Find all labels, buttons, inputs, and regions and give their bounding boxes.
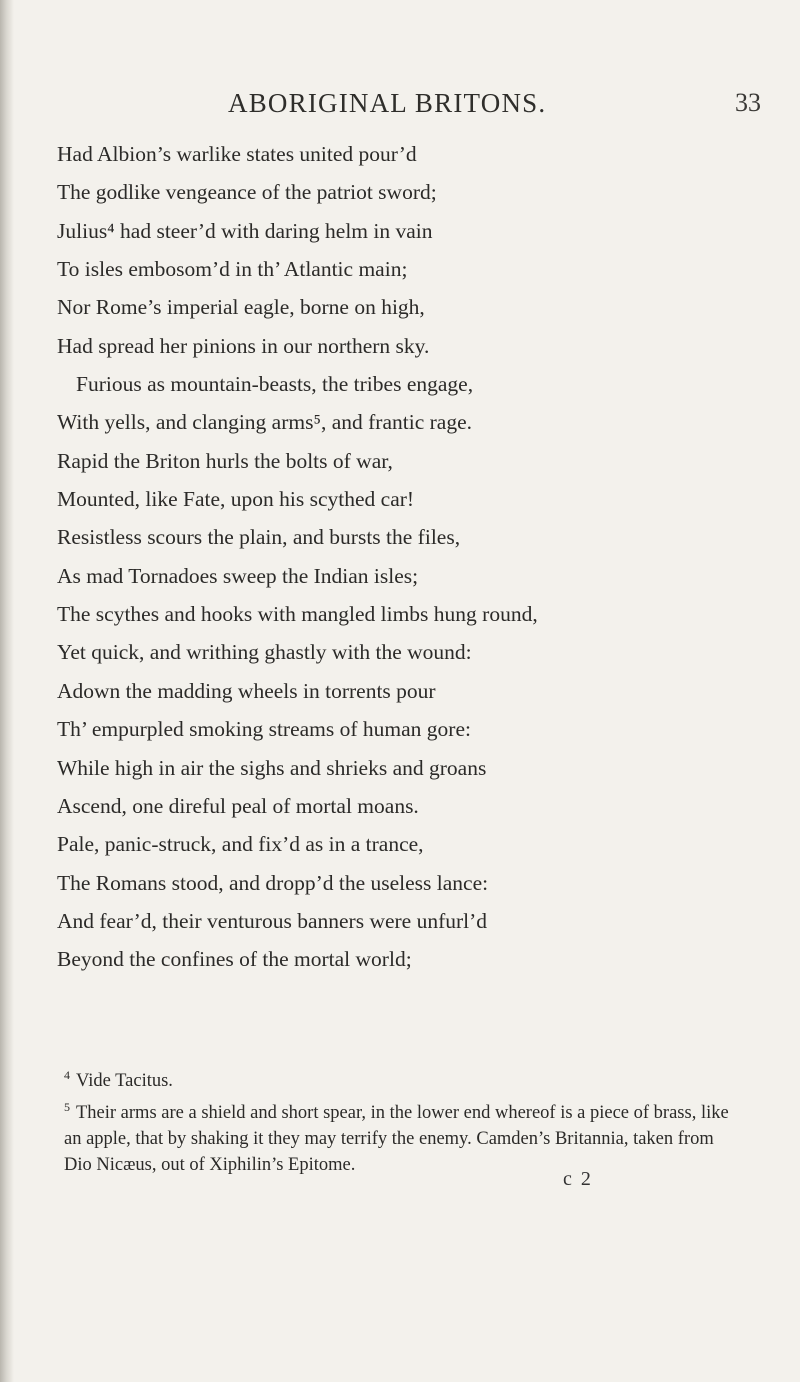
- poem-line: And fear’d, their venturous banners were unfurl’d: [57, 908, 488, 933]
- poem-line: Pale, panic-struck, and fix’d as in a trance,: [57, 832, 424, 857]
- running-title: ABORIGINAL BRITONS.: [228, 88, 547, 118]
- poem-line: Furious as mountain-beasts, the tribes engage,: [76, 372, 474, 397]
- footnote-5: [64, 1094, 744, 1178]
- signature-mark: c 2: [563, 1168, 593, 1190]
- footnote-text: Vide Tacitus.: [76, 1071, 173, 1091]
- footnote-4: [64, 1062, 744, 1094]
- poem-line: The godlike vengeance of the patriot sword;: [57, 180, 437, 205]
- poem-line: The Romans stood, and dropp’d the useless lance:: [57, 870, 489, 895]
- poem-text: [57, 135, 787, 979]
- poem-line: Had spread her pinions in our northern sky.: [57, 333, 430, 358]
- poem-line: Adown the madding wheels in torrents pour: [57, 678, 436, 703]
- poem-line: Julius⁴ had steer’d with daring helm in vain: [57, 218, 433, 243]
- poem-line: To isles embosom’d in th’ Atlantic main;: [57, 257, 408, 282]
- poem-line: Beyond the confines of the mortal world;: [57, 947, 412, 972]
- footnote-marker: 5: [64, 1100, 70, 1114]
- page-number: 33: [735, 88, 761, 117]
- poem-line: Yet quick, and writhing ghastly with the wound:: [57, 640, 472, 665]
- poem-line: As mad Tornadoes sweep the Indian isles;: [57, 563, 419, 588]
- poem-line: Resistless scours the plain, and bursts the files,: [57, 525, 461, 550]
- footnotes: [64, 1062, 744, 1178]
- poem-line: The scythes and hooks with mangled limbs hung round,: [57, 602, 538, 627]
- poem-line: Mounted, like Fate, upon his scythed car!: [57, 487, 415, 512]
- poem-line: Th’ empurpled smoking streams of human gore:: [57, 717, 471, 742]
- poem-line: Nor Rome’s imperial eagle, borne on high,: [57, 295, 425, 320]
- running-head: [0, 88, 800, 128]
- poem-line: Had Albion’s warlike states united pour’d: [57, 142, 417, 166]
- poem-line: While high in air the sighs and shrieks and groans: [57, 755, 487, 780]
- poem-line: With yells, and clanging arms⁵, and frantic rage.: [57, 410, 472, 435]
- poem-line: Ascend, one direful peal of mortal moans.: [57, 793, 419, 818]
- footnote-marker: 4: [64, 1068, 70, 1082]
- footnote-text: Their arms are a shield and short spear, in the lower end whereof is a piece of brass, like an apple, that by shaking it they may terrify the enemy. Camden’s Britannia, taken from Dio Nicæus, out of Xiphilin’s Epitome.: [64, 1103, 729, 1175]
- poem-line: Rapid the Briton hurls the bolts of war,: [57, 448, 393, 473]
